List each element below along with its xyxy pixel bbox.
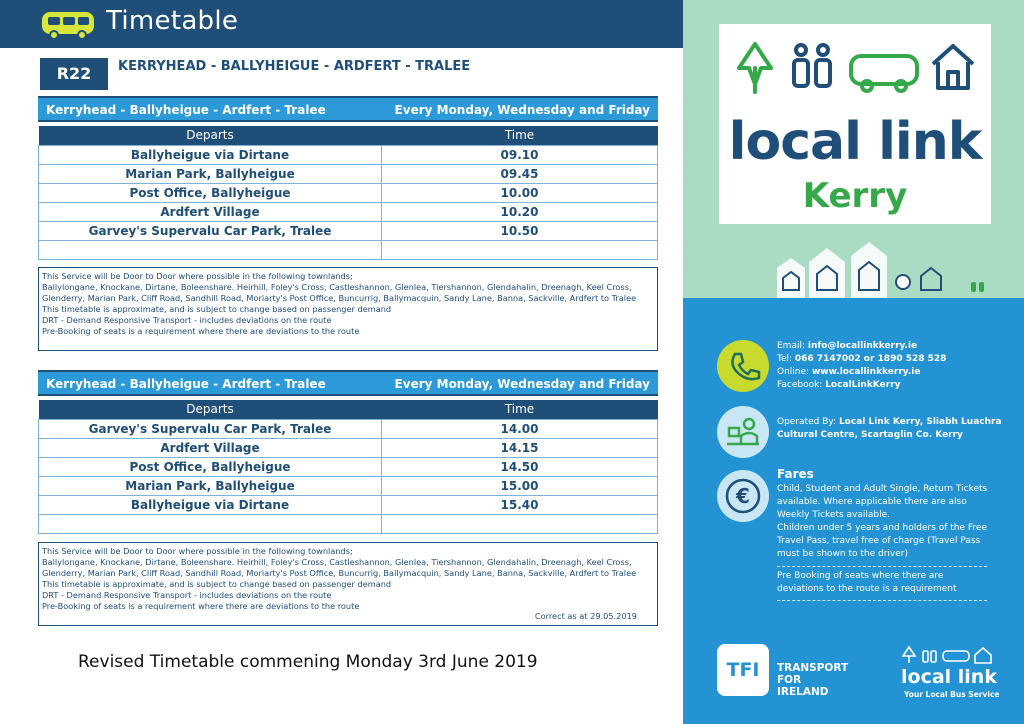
- departs-column-header: Departs: [39, 400, 382, 419]
- time-cell: 15.40: [382, 495, 658, 514]
- table-row: [39, 183, 658, 202]
- time-cell: 14.15: [382, 438, 658, 457]
- table-header-row: [39, 400, 658, 419]
- page-title: Timetable: [106, 6, 239, 36]
- correct-as-at-date: Correct as at 29.05.2019: [534, 611, 637, 621]
- operator-label: Operated By:: [777, 417, 839, 427]
- prebooking-note: Pre Booking of seats where there are deviations to the route is a requirement: [777, 571, 957, 594]
- stop-cell: Marian Park, Ballyheigue: [39, 476, 382, 495]
- local-link-tagline: Your Local Bus Service: [904, 690, 1000, 699]
- table-row: [39, 145, 658, 164]
- local-link-footer-logo: local link: [901, 666, 997, 688]
- tfi-line-2: FOR: [777, 674, 802, 686]
- service-notes-2: [38, 542, 658, 626]
- facebook-label: Facebook:: [777, 380, 826, 390]
- facebook-link[interactable]: LocalLinkKerry: [825, 380, 901, 390]
- revised-timetable-notice: Revised Timetable commening Monday 3rd June 2019: [78, 652, 538, 672]
- departs-column-header: Departs: [39, 126, 382, 145]
- time-cell: 15.00: [382, 476, 658, 495]
- notes-prebooking: Pre-Booking of seats is a requirement where there are deviations to the route: [42, 601, 360, 611]
- stop-cell: Ardfert Village: [39, 202, 382, 221]
- notes-drt: DRT - Demand Responsive Transport - includes deviations on the route: [42, 590, 332, 600]
- notes-approximate: This timetable is approximate, and is subject to change based on passenger demand: [42, 304, 392, 314]
- table-row: [39, 495, 658, 514]
- euro-icon: [717, 470, 769, 522]
- table-row: [39, 438, 658, 457]
- local-link-small-icons: [901, 645, 997, 665]
- table-row: [39, 164, 658, 183]
- house-icon: [933, 46, 973, 88]
- stop-cell: [39, 514, 382, 533]
- tel-label: Tel:: [777, 354, 795, 364]
- route-code-badge: R22: [40, 58, 108, 90]
- time-cell: 14.50: [382, 457, 658, 476]
- info-panel: [683, 0, 1024, 724]
- tfi-line-1: TRANSPORT: [777, 662, 849, 674]
- stop-cell: Ballyheigue via Dirtane: [39, 495, 382, 514]
- table-row: [39, 221, 658, 240]
- table-row: [39, 240, 658, 259]
- email-label: Email:: [777, 341, 808, 351]
- time-cell: 10.50: [382, 221, 658, 240]
- fares-free-travel: Children under 5 years and holders of the Free Travel Pass, travel free of charge (Travel Pass must be shown to the driver): [777, 523, 988, 559]
- email-line: [777, 340, 946, 353]
- tfi-line-3: IRELAND: [777, 686, 829, 698]
- time-cell: [382, 240, 658, 259]
- tfi-text: [777, 662, 848, 698]
- stop-cell: Garvey's Supervalu Car Park, Tralee: [39, 419, 382, 438]
- table-header-row: [39, 126, 658, 145]
- route-name: KERRYHEAD - BALLYHEIGUE - ARDFERT - TRALEE: [118, 59, 471, 74]
- notes-intro: This Service will be Door to Door where possible in the following townlands;: [42, 271, 353, 281]
- website-link[interactable]: www.locallinkkerry.ie: [811, 367, 921, 377]
- table-row: [39, 457, 658, 476]
- stop-cell: Post Office, Ballyheigue: [39, 457, 382, 476]
- stop-cell: Post Office, Ballyheigue: [39, 183, 382, 202]
- operator-info: [777, 416, 1003, 442]
- online-line: [777, 366, 946, 379]
- divider: [777, 566, 987, 567]
- timetable-2-header: [38, 370, 658, 396]
- fares-title: Fares: [777, 467, 814, 481]
- tel-number: 066 7147002 or 1890 528 528: [794, 354, 947, 364]
- time-cell: 10.20: [382, 202, 658, 221]
- table-row: [39, 419, 658, 438]
- table-row: [39, 514, 658, 533]
- header-bar: [0, 0, 683, 48]
- phone-icon: [717, 340, 769, 392]
- timetable-1-days: Every Monday, Wednesday and Friday: [394, 103, 650, 117]
- notes-intro: This Service will be Door to Door where possible in the following townlands;: [42, 546, 353, 556]
- service-notes-1: [38, 267, 658, 351]
- brand-icons: [733, 38, 977, 108]
- notes-townlands: Ballylongane, Knockane, Dirtane, Boleenshare. Heirhill, Foley's Cross, Castleshannon, Glenlea, Tiershannon, Glendahalin, Dreenagh, Keel Cross, Glenderry, Marian Park, Cliff Road, Sandhill Road, Moriarty's Post Office, Buncurrig, Ballymacquin, Sandy Lane, Banna, Sackville, Ardfert to Tralee: [42, 557, 637, 578]
- timetable-2-days: Every Monday, Wednesday and Friday: [394, 377, 650, 391]
- time-cell: 14.00: [382, 419, 658, 438]
- time-cell: 09.45: [382, 164, 658, 183]
- online-label: Online:: [777, 367, 812, 377]
- tree-icon: [739, 44, 771, 92]
- divider: [777, 600, 987, 601]
- notes-approximate: This timetable is approximate, and is subject to change based on passenger demand: [42, 579, 392, 589]
- stop-cell: Ardfert Village: [39, 438, 382, 457]
- svg-text:€: €: [736, 484, 750, 508]
- stop-cell: Garvey's Supervalu Car Park, Tralee: [39, 221, 382, 240]
- timetable-1-route-label: Kerryhead - Ballyheigue - Ardfert - Tralee: [46, 103, 326, 117]
- bus-icon: [40, 10, 96, 40]
- local-link-logo: [719, 24, 991, 224]
- notes-prebooking: Pre-Booking of seats is a requirement where there are deviations to the route: [42, 326, 360, 336]
- notes-drt: DRT - Demand Responsive Transport - includes deviations on the route: [42, 315, 332, 325]
- timetable-2-table: [38, 400, 658, 534]
- table-row: [39, 202, 658, 221]
- brand-area: [683, 0, 1024, 298]
- time-cell: 09.10: [382, 145, 658, 164]
- brand-name: local link: [728, 112, 982, 172]
- time-cell: [382, 514, 658, 533]
- bus-outline-icon: [851, 56, 917, 91]
- time-column-header: Time: [382, 400, 658, 419]
- people-icon: [794, 45, 830, 86]
- stop-cell: Marian Park, Ballyheigue: [39, 164, 382, 183]
- timetable-1-header: [38, 96, 658, 122]
- brand-region: Kerry: [802, 176, 908, 216]
- time-cell: 10.00: [382, 183, 658, 202]
- stop-cell: Ballyheigue via Dirtane: [39, 145, 382, 164]
- email-link[interactable]: info@locallinkkerry.ie: [807, 341, 918, 351]
- fares-tickets: Child, Student and Adult Single, Return Tickets available. Where applicable there are also Weekly Tickets available.: [777, 484, 988, 520]
- fares-info: [777, 468, 999, 561]
- tfi-logo: TFI: [717, 644, 769, 696]
- facebook-line: [777, 379, 946, 392]
- tel-line: [777, 353, 946, 366]
- notes-townlands: Ballylongane, Knockane, Dirtane, Boleenshare. Heirhill, Foley's Cross, Castleshannon, Glenlea, Tiershannon, Glendahalin, Dreenagh, Keel Cross, Glenderry, Marian Park, Cliff Road, Sandhill Road, Moriarty's Post Office, Buncurrig, Ballymacquin, Sandy Lane, Banna, Sackville, Ardfert to Tralee: [42, 282, 637, 303]
- timetable-2-route-label: Kerryhead - Ballyheigue - Ardfert - Tralee: [46, 377, 326, 391]
- stop-cell: [39, 240, 382, 259]
- operator-name: Local Link Kerry, Sliabh Luachra Cultural Centre, Scartaglin Co. Kerry: [777, 417, 1002, 440]
- timetable-1-table: [38, 126, 658, 260]
- houses-illustration: [771, 238, 1011, 300]
- time-column-header: Time: [382, 126, 658, 145]
- table-row: [39, 476, 658, 495]
- contact-details: [777, 340, 946, 392]
- operator-icon: [717, 406, 769, 458]
